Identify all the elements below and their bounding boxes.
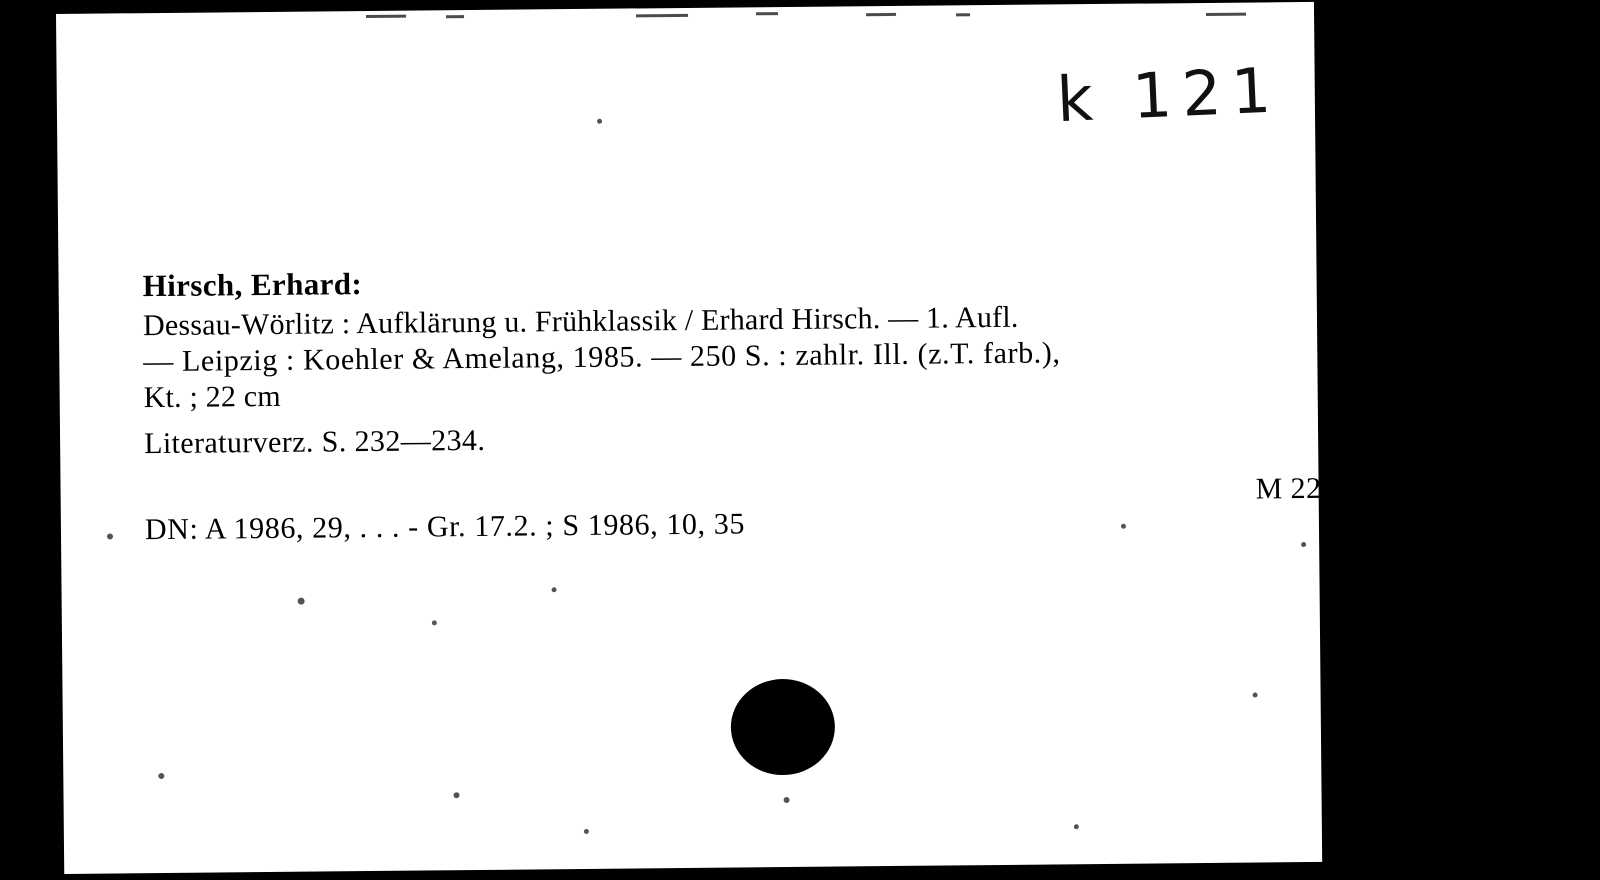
dn-reference-line: DN: A 1986, 29, . . . - Gr. 17.2. ; S 1986, 10, 35 <box>144 507 746 547</box>
scan-speck <box>107 533 113 539</box>
title-line-3: Kt. ; 22 cm <box>143 379 282 415</box>
catalogue-card <box>56 2 1361 874</box>
scan-edge-artifact <box>866 13 896 16</box>
notes-line: Literaturverz. S. 232—234. <box>143 423 486 461</box>
scan-speck <box>158 773 164 779</box>
title-line-2: — Leipzig : Koehler & Amelang, 1985. — 250 S. : zahlr. Ill. (z.T. farb.), <box>143 336 1061 379</box>
scan-edge-artifact <box>956 13 970 16</box>
scan-edge-artifact <box>1206 13 1246 16</box>
scan-edge-artifact <box>756 12 778 15</box>
scan-edge-artifact <box>366 15 406 18</box>
scan-speck <box>597 119 602 124</box>
scan-speck <box>1301 542 1306 547</box>
scan-speck <box>584 829 589 834</box>
punch-hole-icon <box>730 679 835 776</box>
scan-speck <box>453 792 459 798</box>
scan-speck <box>784 797 790 803</box>
scan-speck <box>432 620 437 625</box>
scan-speck <box>1074 824 1079 829</box>
price-label: M 22.80 <box>1255 471 1361 506</box>
scan-edge-artifact <box>446 15 464 18</box>
author-heading: Hirsch, Erhard: <box>142 266 363 304</box>
title-line-1: Dessau-Wörlitz : Aufklärung u. Frühklassik / Erhard Hirsch. — 1. Aufl. <box>142 300 1019 343</box>
scan-speck <box>552 587 557 592</box>
bibliographic-record <box>142 257 1324 462</box>
scan-speck <box>1121 524 1126 529</box>
scan-speck <box>1253 692 1258 697</box>
scan-speck <box>298 598 305 605</box>
scan-edge-artifact <box>636 14 688 17</box>
handwritten-shelfmark: k 121 <box>1055 53 1283 137</box>
